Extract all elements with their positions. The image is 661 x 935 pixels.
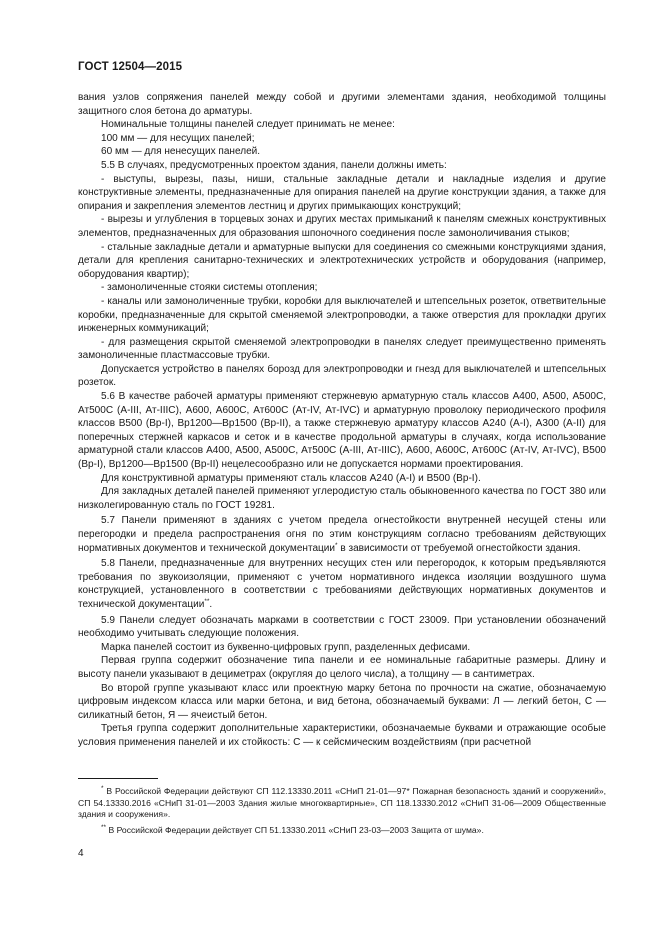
paragraph: Для конструктивной арматуры применяют сталь классов А240 (А-I) и В500 (Вр-I). (101, 472, 481, 484)
footnotes (78, 786, 606, 836)
paragraph: Допускается устройство в панелях борозд для электропроводки и гнезд для выключателей и штепсельных розеток. (78, 363, 606, 389)
list-item: - вырезы и углубления в торцевых зонах и других местах примыканий к панелям смежных конструктивных элементов, предназначенных для образования шпоночного соединения после замоноличивания стыков; (78, 214, 606, 239)
paragraph: 5.9 Панели следует обозначать марками в соответствии с ГОСТ 23009. При установлении обозначений необходимо учитывать следующие положения. (78, 614, 606, 640)
footnote-mark: ** (101, 823, 107, 831)
footnote-mark: * (101, 785, 104, 792)
paragraph: 60 мм — для ненесущих панелей. (101, 146, 261, 158)
list-item: - для размещения скрытой сменяемой электропроводки в панелях следует преимущественно применять замоноличенные пластмассовые трубки. (78, 336, 606, 362)
list-item: - каналы или замоноличенные трубки, коробки для выключателей и штепсельных розеток, ответвительные коробки, предназначенные для скрытой сменяемой электропроводки, а также отверстия для прокладки других инженерных коммуникаций; (78, 295, 606, 335)
footnote-ref: ** (204, 597, 210, 605)
list-item: - выступы, вырезы, пазы, ниши, стальные закладные детали и накладные изделия и другие конструктивные элементы, предназначенные для опирания панелей на другие конструкции здания, а также для опирания и закрепления элементов лестниц и других примыкающих конструкций; (78, 173, 606, 212)
footnote (78, 825, 606, 837)
footnote-text: В Российской Федерации действуют СП 112.13330.2011 «СНиП 21-01—97* Пожарная безопасность зданий и сооружений», СП 54.13330.2016 «СНиП 31-01—2003 Здания жилые многоквартирные», СП 118.13330.2012 «СНиП 31-06—2009 Общественные здания и сооружения». (78, 786, 607, 820)
list-item: - стальные закладные детали и арматурные выпуски для соединения со смежными конструкциями здания, детали для крепления санитарно-технических и электротехнических устройств и оборудования (например, оборудования квартир); (78, 241, 606, 280)
paragraph: Третья группа содержит дополнительные характеристики, обозначаемые буквами и отражающие особые условия применения панелей и их стойкость: С — к сейсмическим воздействиям (при расчетной (78, 723, 606, 748)
paragraph-fire-resistance (78, 514, 606, 555)
paragraph-text: . (209, 598, 213, 610)
paragraph-sound-insulation (78, 557, 606, 611)
body-text (78, 91, 606, 750)
paragraph: 100 мм — для несущих панелей; (101, 132, 255, 144)
paragraph: 5.6 В качестве рабочей арматуры применяют стержневую арматурную сталь классов А400, А500, А500С, Ат500С (А-III, Ат-IIIС), А600, А600С, Ат600С (Ат-IV, Ат-IVC) и арматурную проволоку периодического профиля классов В500 (Вр-I), Вр1200—Вр1500 (Вр-II), а также стержневую арматуру классов А240 (А-I), А300 (А-II) для поперечных стержней каркасов и сеток и в качестве продольной арматуры в случаях, когда использование арматурной стали классов А400, А500, А500С, Ат500С (А-III, Ат-IIIС), А600, А600С, Ат600С (Ат-IV, Ат-IVC), В500 (Вр-I), Вр1200—Вр1500 (Вр-II) нецелесообразно или не допускается нормами проектирования. (78, 391, 606, 471)
paragraph: Во второй группе указывают класс или проектную марку бетона по прочности на сжатие, обозначаемую цифровым индексом класса или марки бетона, и вид бетона, обозначаемый буквами: Л — легкий бетон, С — силикатный бетон, Я — ячеистый бетон. (78, 682, 606, 721)
document-header: ГОСТ 12504—2015 (78, 61, 183, 73)
paragraph: Номинальные толщины панелей следует принимать не менее: (101, 119, 395, 131)
paragraph-text: в зависимости от требуемой огнестойкости здания. (337, 542, 581, 554)
footnote-text: В Российской Федерации действует СП 51.13330.2011 «СНиП 23-03—2003 Защита от шума». (108, 824, 484, 835)
footnote (78, 786, 606, 821)
paragraph: Для закладных деталей панелей применяют углеродистую сталь обыкновенного качества по ГОСТ 380 или низколегированную сталь по ГОСТ 19281. (78, 486, 606, 511)
page-number: 4 (78, 848, 84, 859)
paragraph-text: 5.8 Панели, предназначенные для внутренних несущих стен или перегородок, к которым предъявляются требования по звукоизоляции, применяют с учетом нормативного индекса изоляции воздушного шума конструкцией, установленного в соответствии с требованиями действующих нормативных документов и технической документации (78, 558, 606, 610)
paragraph: 5.5 В случаях, предусмотренных проектом здания, панели должны иметь: (101, 159, 447, 171)
paragraph-text: 5.7 Панели применяют в зданиях с учетом предела огнестойкости внутренней несущей стены или перегородки и предела распространения огня по этим конструкциям согласно требованиям действующих нормативных документов и технической документации (78, 515, 606, 554)
footnote-ref: * (335, 541, 338, 549)
paragraph: вания узлов сопряжения панелей между собой и другими элементами здания, необходимой толщины защитного слоя бетона до арматуры. (78, 92, 606, 117)
list-item: - замоноличенные стояки системы отопления; (101, 282, 318, 294)
paragraph: Первая группа содержит обозначение типа панели и ее номинальные габаритные размеры. Длину и высоту панели указывают в дециметрах (округляя до целого числа), а толщину — в сантиметрах. (78, 655, 606, 680)
footnote-divider (78, 778, 158, 779)
paragraph: Марка панелей состоит из буквенно-цифровых групп, разделенных дефисами. (101, 641, 471, 653)
